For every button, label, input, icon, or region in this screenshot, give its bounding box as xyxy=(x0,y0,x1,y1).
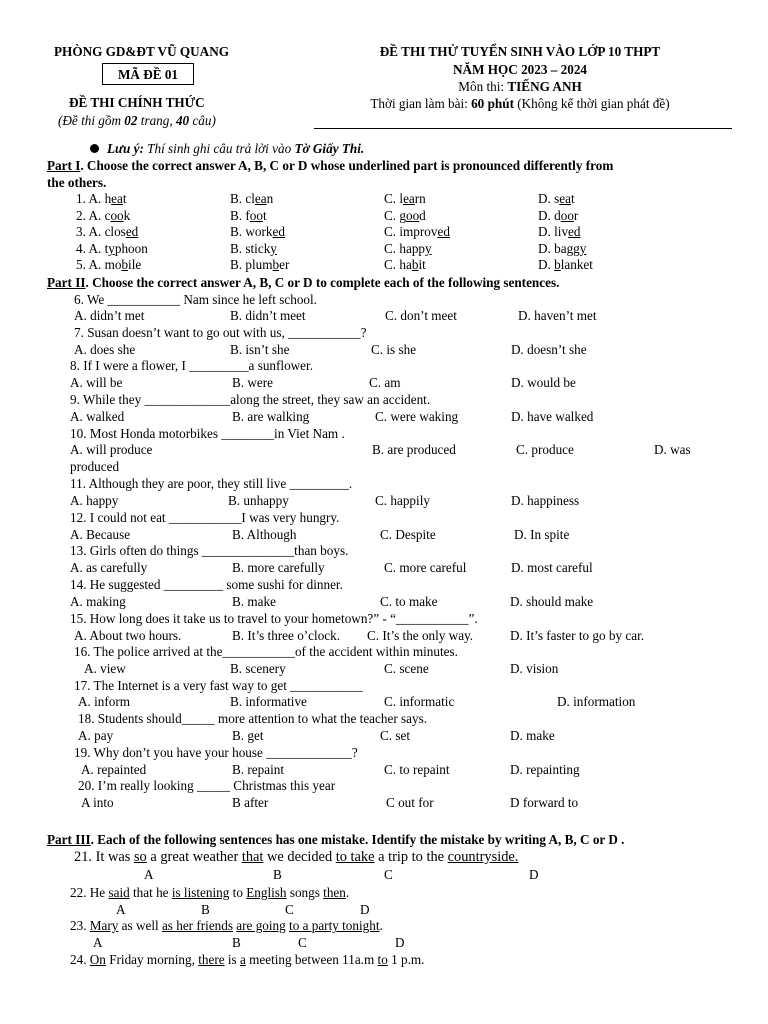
marker-23c: C xyxy=(298,935,307,950)
question-7: 7. Susan doesn’t want to go out with us, ___________? xyxy=(74,325,367,340)
option-12d: D. In spite xyxy=(514,527,570,542)
option-10d-cont: produced xyxy=(70,459,120,474)
option-3b: B. worked xyxy=(230,224,285,240)
exam-title: ĐỀ THI THỬ TUYỂN SINH VÀO LỚP 10 THPT xyxy=(379,44,661,59)
option-17d: D. information xyxy=(557,694,636,709)
part1-instruction-cont: the others. xyxy=(47,175,107,190)
bullet-icon xyxy=(90,144,99,153)
option-6c: C. don’t meet xyxy=(385,308,457,323)
part3-instruction: Part III. Each of the following sentences has one mistake. Identify the mistake by writing A, B, C or D . xyxy=(47,832,625,847)
question-21: 21. It was so a great weather that we decided to take a trip to the countryside. xyxy=(74,849,519,865)
subject-line: Môn thi: TIẾNG ANH xyxy=(458,79,582,94)
question-11: 11. Although they are poor, they still live _________. xyxy=(70,476,353,491)
question-9: 9. While they _____________along the street, they saw an accident. xyxy=(70,392,431,407)
candidate-note: Lưu ý: Thí sinh ghi câu trả lời vào Tờ Giấy Thi. xyxy=(90,141,364,158)
option-19c: C. to repaint xyxy=(384,762,450,777)
school-year: NĂM HỌC 2023 – 2024 xyxy=(452,62,588,77)
marker-23b: B xyxy=(232,935,241,950)
option-2c: C. good xyxy=(384,207,426,223)
option-10a: A. will produce xyxy=(70,442,153,457)
option-10b: B. are produced xyxy=(372,442,456,457)
question-24: 24. On Friday morning, there is a meeting between 11a.m to 1 p.m. xyxy=(70,952,425,967)
option-3d: D. lived xyxy=(538,224,581,240)
option-6a: A. didn’t met xyxy=(74,308,145,323)
option-19d: D. repainting xyxy=(510,762,580,777)
question-20: 20. I’m really looking _____ Christmas this year xyxy=(78,778,336,793)
option-9a: A. walked xyxy=(70,409,125,424)
option-11c: C. happily xyxy=(375,493,430,508)
option-8d: D. would be xyxy=(511,375,576,390)
option-6b: B. didn’t meet xyxy=(230,308,306,323)
option-15c: C. It’s the only way. xyxy=(367,628,474,643)
marker-21a: A xyxy=(144,867,154,882)
option-7b: B. isn’t she xyxy=(230,342,290,357)
option-2a: 2. A. cook xyxy=(76,207,131,223)
option-13c: C. more careful xyxy=(384,560,467,575)
question-23: 23. Mary as well as her friends are going to a party tonight. xyxy=(70,918,383,933)
question-14: 14. He suggested _________ some sushi for dinner. xyxy=(70,577,343,592)
option-19b: B. repaint xyxy=(232,762,285,777)
option-8a: A. will be xyxy=(70,375,123,390)
exam-code-box: MÃ ĐỀ 01 xyxy=(102,63,194,85)
option-7a: A. does she xyxy=(74,342,136,357)
option-12b: B. Although xyxy=(232,527,297,542)
option-7d: D. doesn’t she xyxy=(511,342,587,357)
option-17b: B. informative xyxy=(230,694,307,709)
option-1c: C. learn xyxy=(384,191,426,206)
question-13: 13. Girls often do things ______________than boys. xyxy=(70,543,349,558)
option-7c: C. is she xyxy=(371,342,417,357)
marker-21c: C xyxy=(384,867,393,882)
option-10c: C. produce xyxy=(516,442,574,457)
option-2d: D. door xyxy=(538,207,579,223)
question-6: 6. We ___________ Nam since he left school. xyxy=(74,292,317,307)
marker-22a: A xyxy=(116,902,126,917)
option-9c: C. were waking xyxy=(375,409,459,424)
question-19: 19. Why don’t you have your house _____________? xyxy=(74,745,358,760)
marker-22b: B xyxy=(201,902,210,917)
option-13b: B. more carefully xyxy=(232,560,325,575)
option-6d: D. haven’t met xyxy=(518,308,597,323)
option-18c: C. set xyxy=(380,728,411,743)
question-8: 8. If I were a flower, I _________a sunflower. xyxy=(70,358,313,373)
option-3a: 3. A. closed xyxy=(76,224,139,240)
official-exam-label: ĐỀ THI CHÍNH THỨC xyxy=(69,95,205,110)
option-5a: 5. A. mobile xyxy=(76,257,142,273)
option-4d: D. baggy xyxy=(538,240,587,256)
option-11a: A. happy xyxy=(70,493,119,508)
page-count-note: (Đề thi gồm 02 trang, 40 câu) xyxy=(58,113,216,128)
option-20c: C out for xyxy=(386,795,434,810)
option-8c: C. am xyxy=(369,375,401,390)
option-20d: D forward to xyxy=(510,795,579,810)
option-9d: D. have walked xyxy=(511,409,594,424)
option-1d: D. seat xyxy=(538,191,575,206)
option-18d: D. make xyxy=(510,728,555,743)
option-10d: D. was xyxy=(654,442,691,457)
option-3c: C. improved xyxy=(384,224,450,240)
marker-22d: D xyxy=(360,902,370,917)
part2-instruction: Part II. Choose the correct answer A, B, C or D to complete each of the following sentences. xyxy=(47,275,560,290)
option-4c: C. happy xyxy=(384,240,432,256)
option-14b: B. make xyxy=(232,594,276,609)
option-16b: B. scenery xyxy=(230,661,286,676)
option-17a: A. inform xyxy=(78,694,131,709)
option-20a: A into xyxy=(81,795,114,810)
option-15b: B. It’s three o’clock. xyxy=(232,628,341,643)
question-10: 10. Most Honda motorbikes ________in Viet Nam . xyxy=(70,426,345,441)
question-17: 17. The Internet is a very fast way to get ___________ xyxy=(74,678,363,693)
option-15d: D. It’s faster to go by car. xyxy=(510,628,645,643)
option-9b: B. are walking xyxy=(232,409,310,424)
option-16c: C. scene xyxy=(384,661,429,676)
option-5d: D. blanket xyxy=(538,257,593,273)
option-18a: A. pay xyxy=(78,728,114,743)
option-16d: D. vision xyxy=(510,661,559,676)
option-1b: B. clean xyxy=(230,191,274,206)
option-2b: B. foot xyxy=(230,207,267,223)
option-18b: B. get xyxy=(232,728,264,743)
question-16: 16. The police arrived at the___________of the accident within minutes. xyxy=(74,644,458,659)
option-20b: B after xyxy=(232,795,269,810)
department-name: PHÒNG GD&ĐT VŨ QUANG xyxy=(54,44,229,59)
option-11d: D. happiness xyxy=(511,493,580,508)
question-12: 12. I could not eat ___________I was very hungry. xyxy=(70,510,340,525)
option-17c: C. informatic xyxy=(384,694,455,709)
option-19a: A. repainted xyxy=(81,762,147,777)
option-4b: B. sticky xyxy=(230,240,277,256)
option-8b: B. were xyxy=(232,375,274,390)
option-13d: D. most careful xyxy=(511,560,593,575)
option-14c: C. to make xyxy=(380,594,438,609)
time-line: Thời gian làm bài: 60 phút (Không kể thời gian phát đề) xyxy=(370,96,670,111)
option-12c: C. Despite xyxy=(380,527,436,542)
option-4a: 4. A. typhoon xyxy=(76,240,148,256)
option-12a: A. Because xyxy=(70,527,131,542)
marker-21d: D xyxy=(529,867,539,882)
question-18: 18. Students should_____ more attention to what the teacher says. xyxy=(78,711,428,726)
option-14a: A. making xyxy=(70,594,126,609)
option-14d: D. should make xyxy=(510,594,594,609)
option-5c: C. habit xyxy=(384,257,426,273)
option-13a: A. as carefully xyxy=(70,560,148,575)
marker-22c: C xyxy=(285,902,294,917)
header-divider xyxy=(314,128,732,129)
option-5b: B. plumber xyxy=(230,257,290,273)
question-22: 22. He said that he is listening to English songs then. xyxy=(70,885,350,900)
marker-23a: A xyxy=(93,935,103,950)
marker-21b: B xyxy=(273,867,282,882)
question-15: 15. How long does it take us to travel to your hometown?” - “___________”. xyxy=(70,611,478,626)
option-16a: A. view xyxy=(84,661,126,676)
option-11b: B. unhappy xyxy=(228,493,289,508)
option-1a: 1. A. heat xyxy=(76,191,127,206)
marker-23d: D xyxy=(395,935,405,950)
option-15a: A. About two hours. xyxy=(74,628,182,643)
part1-instruction: Part I. Choose the correct answer A, B, C or D whose underlined part is pronounced differently from xyxy=(47,158,614,173)
